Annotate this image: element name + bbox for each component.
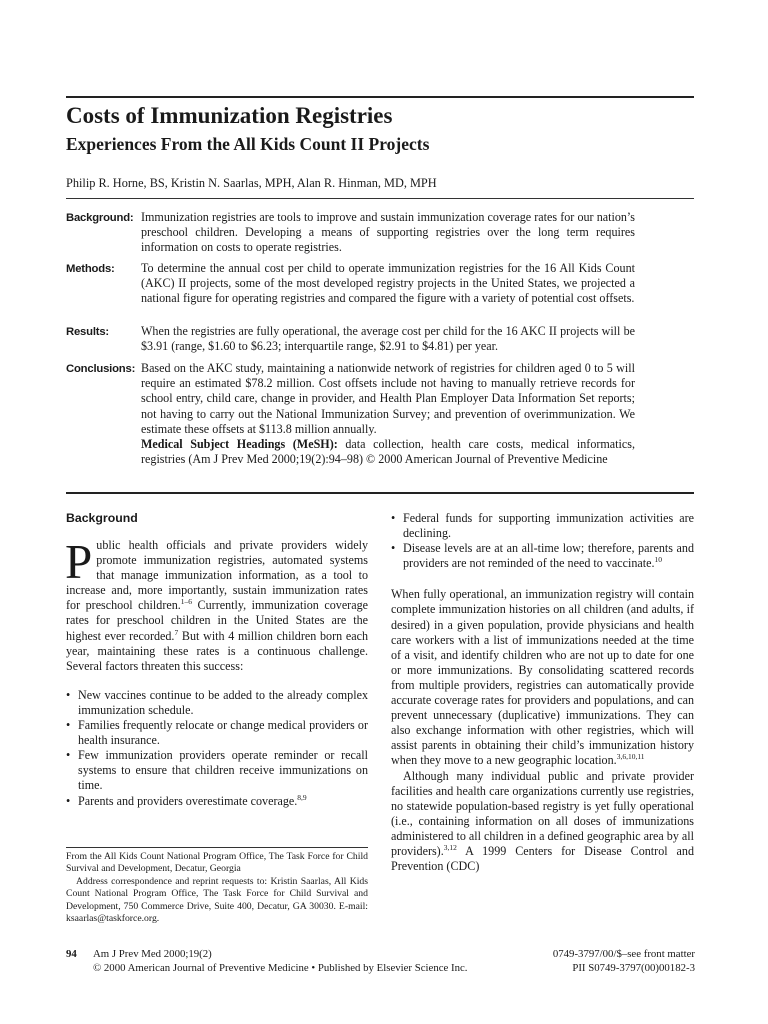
- abstract-top-rule: [66, 198, 694, 199]
- bullet-icon: •: [391, 541, 396, 556]
- footnote-address: Address correspondence and reprint requests to: Kristin Saarlas, All Kids Count National Program Office, The Task Force for Child Survival and Development, 750 Commerce Drive, Suite 400, Decatur, GA 30030. E-mail: ksaarlas@taskforce.org.: [66, 875, 368, 925]
- threat-list: [66, 688, 368, 809]
- mesh-text: data collection, health care costs, medical informatics, registries (Am J Prev Med 2000;19(2):94–98) © 2000 American Journal of Preventive Medicine: [141, 437, 635, 467]
- bullet-icon: •: [66, 748, 71, 763]
- footer-issn: 0749-3797/00/$–see front matter: [552, 948, 695, 960]
- citation-ref: 1–6: [180, 597, 193, 607]
- footnote-rule: [66, 847, 368, 848]
- article-title: Costs of Immunization Registries: [66, 103, 393, 128]
- list-item-text: Federal funds for supporting immunization activities are declining.: [403, 511, 694, 541]
- body-paragraph-2: [391, 587, 694, 768]
- footnote: [66, 851, 368, 925]
- citation-ref: 3,12: [443, 842, 457, 852]
- abstract-conclusions-label: Conclusions:: [66, 363, 136, 375]
- list-item: [66, 718, 368, 748]
- abstract-background-label: Background:: [66, 212, 134, 224]
- abstract-methods-text: To determine the annual cost per child to operate immunization registries for the 16 All Kids Count (AKC) II projects, some of the most developed registry projects in the United States, we projected a national figure for operating registries and compared the figure with a variety of potential cost offsets.: [141, 261, 635, 306]
- abstract-bottom-rule: [66, 492, 694, 494]
- footer-journal: Am J Prev Med 2000;19(2): [93, 948, 212, 960]
- footnote-affiliation: From the All Kids Count National Program Office, The Task Force for Child Survival and Development, Decatur, Georgia: [66, 851, 368, 875]
- abstract-results-label: Results:: [66, 326, 109, 338]
- bullet-icon: •: [66, 793, 71, 808]
- list-item-text: Families frequently relocate or change medical providers or health insurance.: [78, 718, 368, 748]
- bullet-icon: •: [391, 511, 396, 525]
- list-item-text: Parents and providers overestimate coverage.: [78, 793, 298, 808]
- para1-text: ublic health officials and private providers widely promote immunization registries, automated systems that manage immunization information, as a tool to increase and, more importantly, sustain immunization rates for preschool children.: [66, 538, 368, 613]
- bullet-icon: •: [66, 718, 71, 733]
- list-item: [391, 541, 694, 571]
- footer-pii: PII S0749-3797(00)00182-3: [572, 961, 695, 974]
- abstract-conclusions-text: Based on the AKC study, maintaining a nationwide network of registries for children aged 0 to 5 will require an estimated $78.2 million. Cost offsets include not having to manually retrieve records for school entry, child care, change in provider, and Health Plan Employer Data Information Set reports; not having to carry out the National Immunization Survey; and prevention of overimmunization. We estimate these offsets at $113.8 million annually.: [141, 361, 635, 436]
- citation-ref: 8,9: [297, 792, 307, 802]
- abstract-methods-label: Methods:: [66, 263, 115, 275]
- list-item: [66, 748, 368, 793]
- abstract-background-text: Immunization registries are tools to improve and sustain immunization coverage rates for our nation’s preschool children. Developing a means of supporting registries over the long term requires information on costs to operate registries.: [141, 210, 635, 255]
- abstract-mesh: [141, 437, 635, 467]
- para1-text-2: Currently, immunization coverage rates for preschool children in the United States are the highest ever recorded.: [66, 598, 368, 643]
- page-number: 94: [66, 948, 77, 960]
- abstract-results-text: When the registries are fully operational, the average cost per child for the 16 AKC II projects will be $3.91 (range, $1.60 to $6.23; interquartile range, $2.91 to $4.81) per year.: [141, 324, 635, 354]
- citation-ref: 3,6,10,11: [616, 752, 645, 762]
- footer-ids-block: [553, 948, 695, 975]
- bullet-icon: •: [66, 687, 71, 702]
- footer-journal-block: [93, 948, 467, 975]
- list-item: [391, 511, 694, 541]
- body-paragraph-3: [391, 769, 694, 875]
- title-top-rule: [66, 96, 694, 98]
- para3-text: Although many individual public and private provider facilities and health care organizations currently use registries, no statewide population-based registry is yet fully operational (i.e., containing information on all doses of immunizations administered to all children in a defined geographic area by all providers).: [391, 768, 694, 858]
- body-column-left: [66, 510, 368, 809]
- article-subtitle: Experiences From the All Kids Count II Projects: [66, 134, 430, 154]
- citation-ref: 10: [654, 555, 663, 565]
- drop-cap: P: [65, 534, 93, 589]
- list-item-text: Disease levels are at an all-time low; therefore, parents and providers are not reminded of the need to vaccinate.: [403, 541, 694, 571]
- list-item: [66, 688, 368, 718]
- body-column-right: [391, 511, 694, 874]
- citation-ref: 7: [174, 627, 179, 637]
- para1-text-3: But with 4 million children born each year, maintaining these rates is a continuous challenge. Several factors threaten this success:: [66, 628, 368, 673]
- threat-list-continued: [391, 511, 694, 571]
- body-paragraph-1: [65, 534, 368, 674]
- list-item-text: New vaccines continue to be added to the already complex immunization schedule.: [78, 687, 368, 717]
- footer-copyright: © 2000 American Journal of Preventive Medicine • Published by Elsevier Science Inc.: [93, 961, 468, 974]
- para2-text: When fully operational, an immunization registry will contain complete immunization histories on all children (and adults, if desired) in a given population, provide physicians and health care workers with a list of immunizations needed at the time of a visit, and identify children who are not up to date for one or more immunizations. By consolidating scattered records from multiple providers, registries can automatically provide accurate coverage rates for providers and populations, and can prevent unnecessary (duplicative) immunizations. They can also exchange information with other registries, which will assist parents in obtaining their child’s immunization history when they move to a new geographic location.: [391, 587, 694, 768]
- para3-text-2: A 1999 Centers for Disease Control and Prevention (CDC): [391, 843, 694, 874]
- list-item: [66, 794, 368, 809]
- mesh-label: Medical Subject Headings (MeSH):: [141, 437, 338, 451]
- list-item-text: Few immunization providers operate reminder or recall systems to ensure that children receive immunizations on time.: [78, 748, 368, 793]
- section-heading-background: Background: [66, 511, 138, 525]
- author-list: Philip R. Horne, BS, Kristin N. Saarlas, MPH, Alan R. Hinman, MD, MPH: [66, 176, 437, 190]
